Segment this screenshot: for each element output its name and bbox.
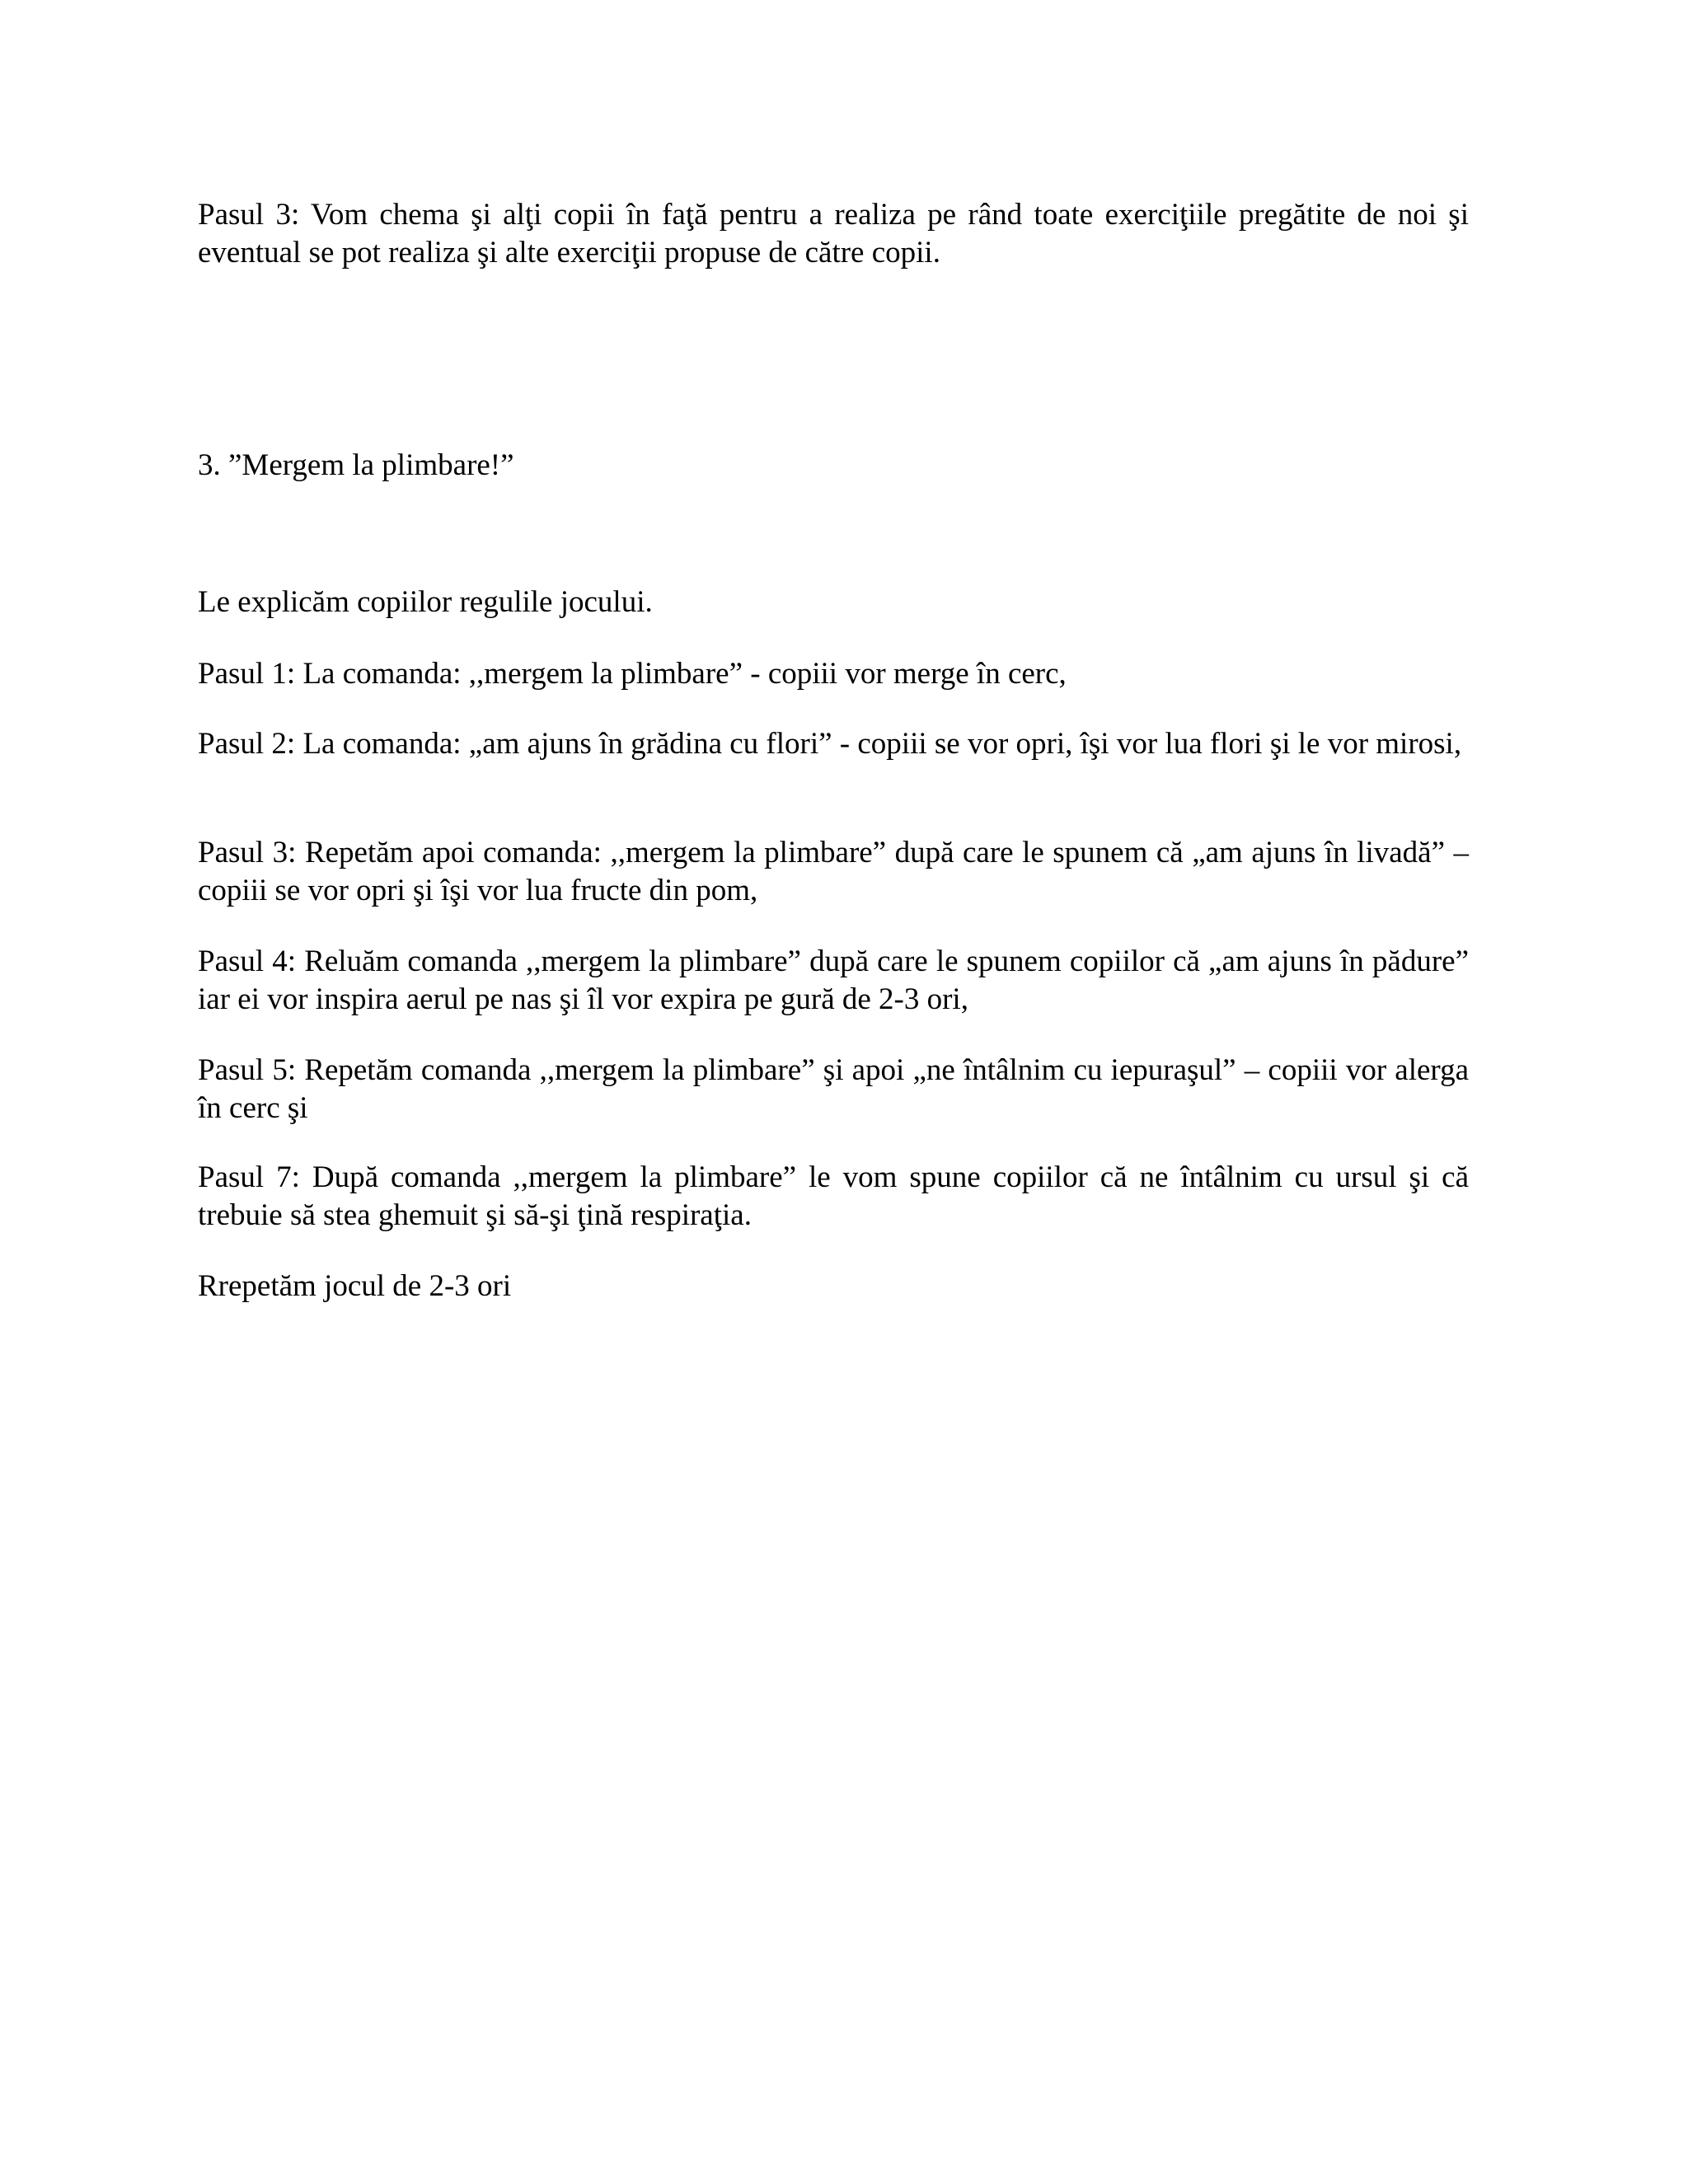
paragraph-step-2: Pasul 2: La comanda: „am ajuns în grădina cu flori” - copiii se vor opri, îşi vor lua flori şi le vor mirosi, [198,727,1462,761]
paragraph-game-rules: Le explicăm copiilor regulile jocului. [198,585,653,619]
paragraph-step-7: Pasul 7: După comanda ,,mergem la plimbare” le vom spune copiilor că ne întâlnim cu ursul şi că trebuie să stea ghemuit şi să-şi ţină respiraţia. [198,1160,1469,1232]
paragraph-repeat-game: Rrepetăm jocul de 2-3 ori [198,1269,512,1303]
paragraph-step-5: Pasul 5: Repetăm comanda ,,mergem la plimbare” şi apoi „ne întâlnim cu iepuraşul” – copiii vor alerga în cerc şi [198,1053,1469,1125]
paragraph-step-1: Pasul 1: La comanda: ,,mergem la plimbare” - copiii vor merge în cerc, [198,657,1067,691]
paragraph-step-3: Pasul 3: Repetăm apoi comanda: ,,mergem la plimbare” după care le spunem că „am ajuns în livadă” – copiii se vor opri şi îşi vor lua fructe din pom, [198,836,1469,907]
section-heading: 3. ”Mergem la plimbare!” [198,448,514,482]
paragraph-step-3-exercises: Pasul 3: Vom chema şi alţi copii în faţă pentru a realiza pe rând toate exerciţiile pregătite de noi şi eventual se pot realiza şi alte exerciţii propuse de către copii. [198,198,1469,269]
paragraph-step-4: Pasul 4: Reluăm comanda ,,mergem la plimbare” după care le spunem copiilor că „am ajuns în pădure” iar ei vor inspira aerul pe nas şi îl vor expira pe gură de 2-3 ori, [198,944,1469,1016]
